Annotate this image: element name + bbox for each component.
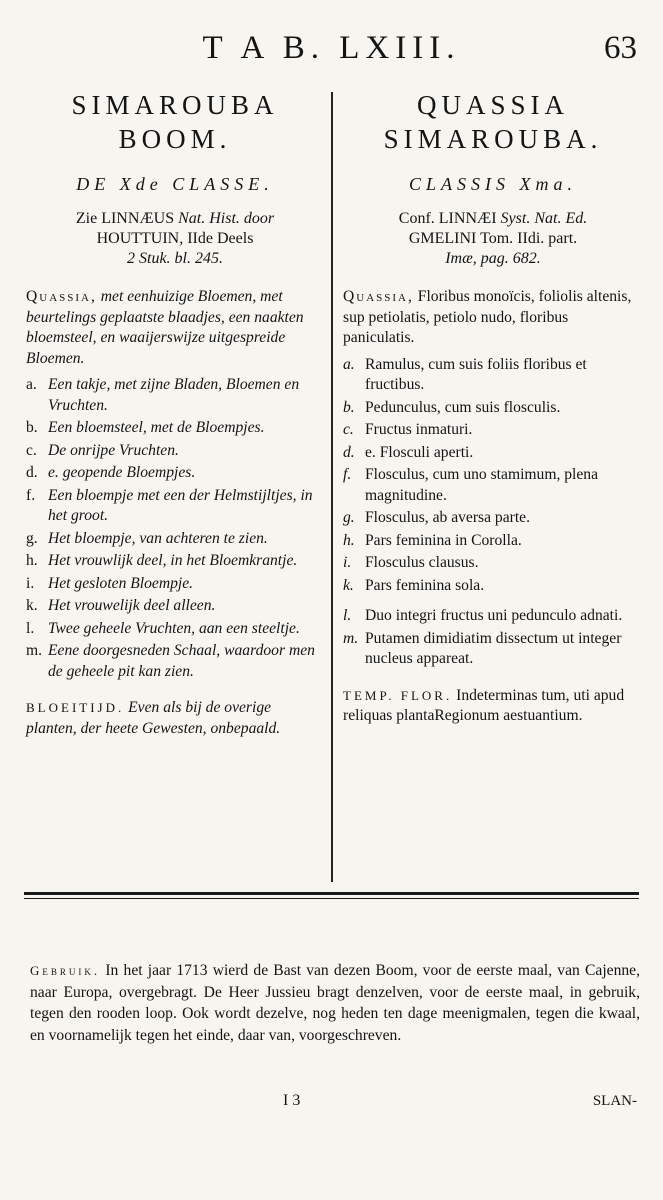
legend-item: a. Een takje, met zijne Bladen, Bloemen en Vruchten. (26, 376, 300, 414)
latin-column (343, 88, 643, 727)
flowering-time-latin: TEMP. FLOR. Indeterminas tum, uti apud reliquas plantaRegionum aestuantium. (343, 686, 625, 724)
legend-item: i. Het gesloten Bloempje. (26, 574, 194, 592)
legend-item: b. Een bloemsteel, met de Bloempjes. (26, 419, 265, 436)
legend-item: h. Het vrouwlijk deel, in het Bloemkrantje. (26, 552, 298, 569)
reference-dutch: Zie LINNÆUS Nat. Hist. door HOUTTUIN, IIde Deels 2 Stuk. bl. 245. (75, 210, 275, 267)
legend-item: f. Een bloempje met een der Helmstijltjes, in het groot. (26, 486, 313, 524)
column-divider (331, 92, 333, 882)
description-latin: Quassia, Floribus monoïcis, foliolis altenis, sup petiolatis, petiolo nudo, floribus paniculatis. (343, 288, 632, 346)
reference-latin: Conf. LINNÆI Syst. Nat. Ed. GMELINI Tom. IIdi. part. Imæ, pag. 682. (398, 210, 588, 267)
legend-item: k. Pars feminina sola. (343, 576, 485, 594)
signature-mark: I 3 (283, 1092, 301, 1109)
legend-item: g. Het bloempje, van achteren te zien. (26, 529, 268, 547)
legend-item: d. e. geopende Bloempjes. (26, 464, 196, 481)
legend-item: l. Duo integri fructus uni pedunculo adnati. (343, 607, 623, 624)
section-rule-thin (24, 898, 639, 899)
usage-paragraph: Gebruik. In het jaar 1713 wierd de Bast van dezen Boom, voor de eerste maal, van Cajenne, naar Europa, overgebragt. De Heer Jussieu bragt denzelven, voor de eerste maal, in gebruik, tegen den rooden loop. Ook wordt dezelve, nog heden ten dage meenigmalen, tegen die kwaal, en voornamelijk tegen het einde, daar van, voorgeschreven. (30, 962, 641, 1044)
class-heading-dutch: DE Xde CLASSE. (76, 174, 274, 194)
legend-item: g. Flosculus, ab aversa parte. (343, 509, 530, 526)
legend-item: h. Pars feminina in Corolla. (343, 531, 522, 549)
legend-item: m. Eene doorgesneden Schaal, waardoor men de geheele pit kan zien. (26, 642, 315, 680)
legend-item: a. Ramulus, cum suis foliis floribus et fructibus. (343, 355, 587, 393)
legend-item: f. Flosculus, cum uno stamimum, plena magnitudine. (343, 466, 599, 504)
legend-item: b. Pedunculus, cum suis flosculis. (343, 398, 561, 416)
legend-item: k. Het vrouwelijk deel alleen. (26, 597, 216, 614)
legend-item: i. Flosculus clausus. (343, 554, 479, 571)
catchword: SLAN- (592, 1093, 637, 1109)
page-header (0, 30, 663, 80)
legend-item: l. Twee geheele Vruchten, aan een steeltje. (26, 619, 300, 637)
description-dutch: Quassia, met eenhuizige Bloemen, met beurtelings geplaatste blaadjes, een naakten bloemsteel, en waaijerswijze uitgespreide Bloemen. (26, 288, 304, 367)
dutch-column (26, 88, 324, 739)
legend-item: c. De onrijpe Vruchten. (26, 441, 179, 459)
legend-item: c. Fructus inmaturi. (343, 421, 473, 438)
class-heading-latin: CLASSIS Xma. (409, 174, 577, 194)
legend-item: d. e. Flosculi aperti. (343, 443, 474, 461)
plate-title: T A B. LXIII. (202, 30, 461, 66)
figure-legend-latin (343, 355, 643, 670)
page-number: 63 (604, 30, 637, 66)
flowering-time-dutch: BLOEITIJD. Even als bij de overige planten, der heete Gewesten, onbepaald. (26, 699, 281, 737)
section-rule-thick (24, 892, 639, 895)
figure-legend-dutch (26, 375, 324, 682)
species-name-latin: QUASSIA SIMAROUBA. (383, 90, 603, 154)
legend-item: m. Putamen dimidiatim dissectum ut integer nucleus appareat. (343, 629, 622, 667)
species-name-dutch: SIMAROUBA BOOM. (71, 90, 279, 154)
